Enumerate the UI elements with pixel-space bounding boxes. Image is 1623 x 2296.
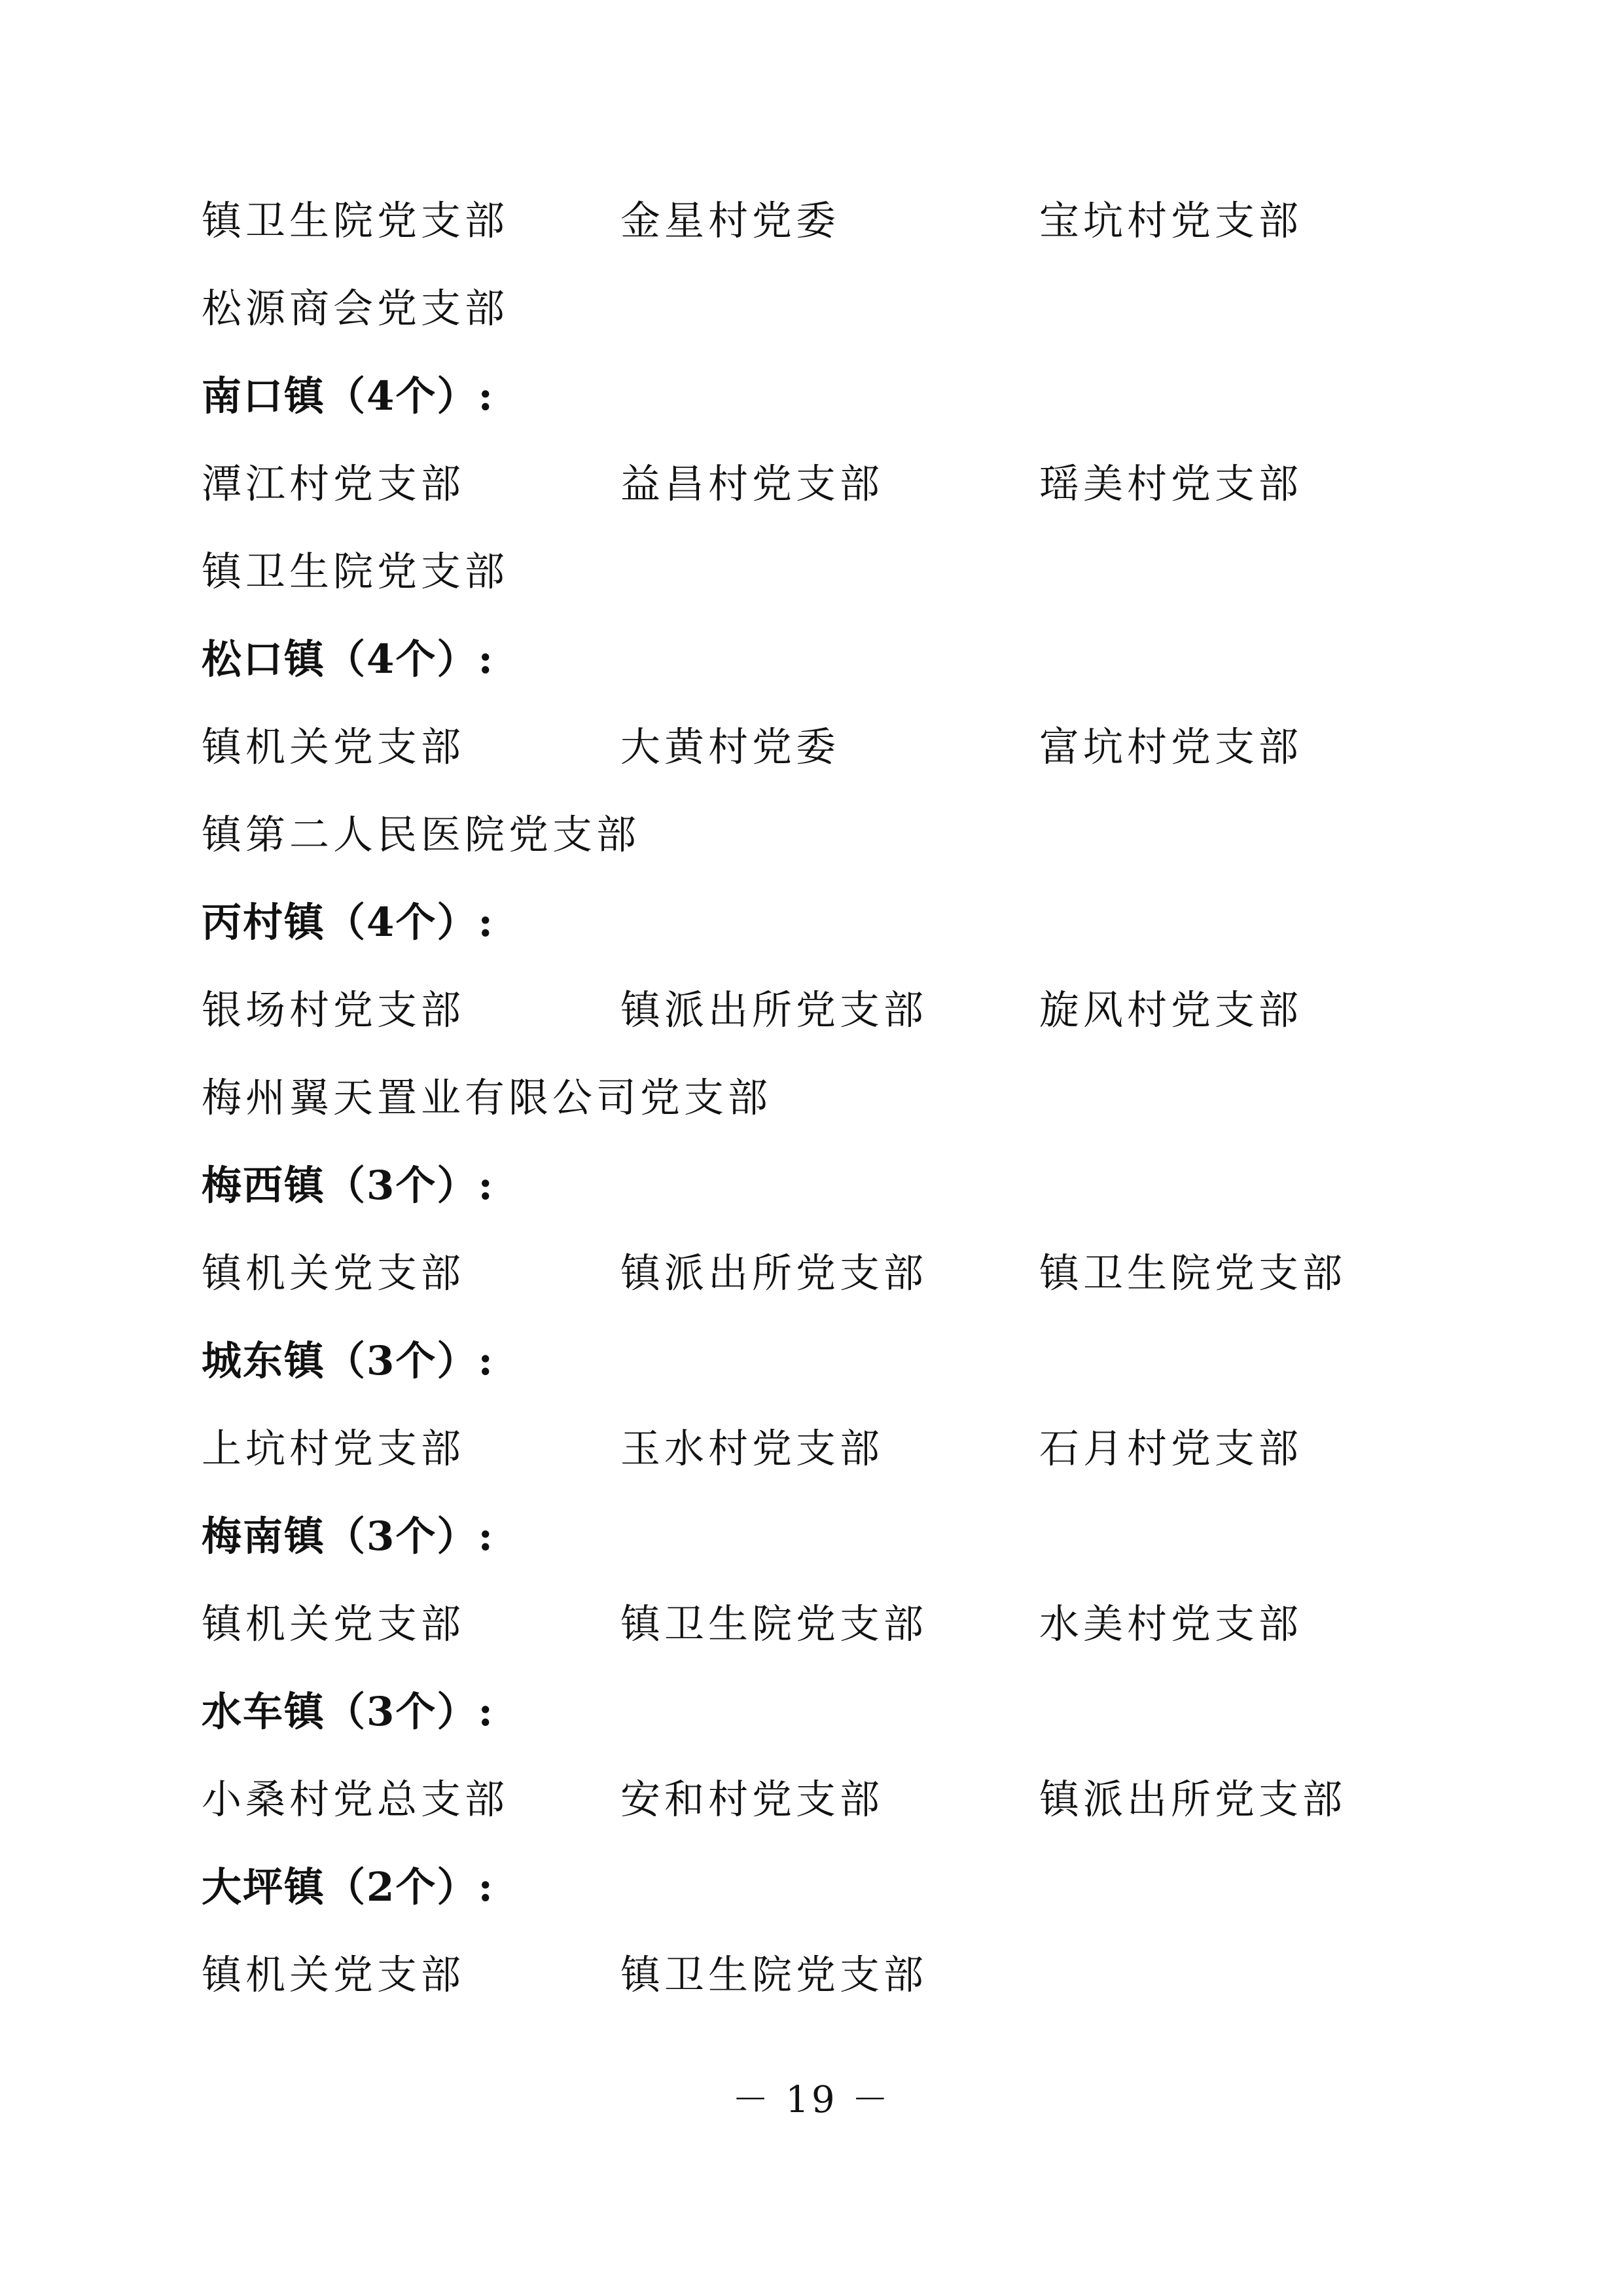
party-branch-entry: 镇卫生院党支部: [620, 1601, 928, 1647]
party-branch-entry: 镇卫生院党支部: [202, 548, 509, 595]
party-branch-entry: 旋风村党支部: [1039, 987, 1303, 1033]
entry-row: [202, 1592, 1445, 1679]
party-branch-entry: 镇第二人民医院党支部: [202, 812, 641, 858]
section-heading: 梅西镇（3个）:: [202, 1162, 494, 1209]
section-heading: 城东镇（3个）:: [202, 1338, 494, 1384]
entry-row: [202, 276, 1445, 364]
party-branch-entry: 金星村党委: [620, 198, 840, 244]
party-branch-entry: 镇机关党支部: [202, 724, 465, 770]
party-branch-entry: 水美村党支部: [1039, 1601, 1303, 1647]
party-branch-entry: 潭江村党支部: [202, 461, 465, 507]
party-branch-entry: 镇卫生院党支部: [620, 1952, 928, 1998]
section-heading: 丙村镇（4个）:: [202, 899, 494, 946]
entry-row: [202, 452, 1445, 539]
document-body: [202, 188, 1445, 2030]
entry-row: [202, 715, 1445, 802]
party-branch-entry: 镇派出所党支部: [620, 1250, 928, 1297]
party-branch-entry: 镇机关党支部: [202, 1601, 465, 1647]
party-branch-entry: 小桑村党总支部: [202, 1776, 509, 1823]
section-heading: 大坪镇（2个）:: [202, 1864, 494, 1910]
party-branch-entry: 石月村党支部: [1039, 1426, 1303, 1472]
party-branch-entry: 镇机关党支部: [202, 1250, 465, 1297]
party-branch-entry: 富坑村党支部: [1039, 724, 1303, 770]
entry-row: [202, 1943, 1445, 2030]
entry-row: [202, 188, 1445, 276]
party-branch-entry: 镇派出所党支部: [1039, 1776, 1347, 1823]
section-heading: 南口镇（4个）:: [202, 373, 494, 420]
party-branch-entry: 上坑村党支部: [202, 1426, 465, 1472]
party-branch-entry: 镇卫生院党支部: [202, 198, 509, 244]
section-heading: 梅南镇（3个）:: [202, 1513, 494, 1560]
entry-row: [202, 802, 1445, 890]
party-branch-entry: 瑶美村党支部: [1039, 461, 1303, 507]
party-branch-entry: 松源商会党支部: [202, 285, 509, 332]
party-branch-entry: 大黄村党委: [620, 724, 840, 770]
entry-row: [202, 1767, 1445, 1855]
entry-row: [202, 539, 1445, 627]
page-number: － 19 －: [732, 2079, 891, 2121]
party-branch-entry: 银场村党支部: [202, 987, 465, 1033]
party-branch-entry: 镇卫生院党支部: [1039, 1250, 1347, 1297]
section-heading: 水车镇（3个）:: [202, 1689, 494, 1735]
entry-row: [202, 978, 1445, 1066]
section-heading: 松口镇（4个）:: [202, 636, 494, 683]
party-branch-entry: 玉水村党支部: [620, 1426, 884, 1472]
party-branch-entry: 宝坑村党支部: [1039, 198, 1303, 244]
party-branch-entry: 安和村党支部: [620, 1776, 884, 1823]
party-branch-entry: 镇派出所党支部: [620, 987, 928, 1033]
party-branch-entry: 梅州翼天置业有限公司党支部: [202, 1075, 772, 1121]
party-branch-entry: 镇机关党支部: [202, 1952, 465, 1998]
entry-row: [202, 1066, 1445, 1153]
entry-row: [202, 1241, 1445, 1329]
entry-row: [202, 1416, 1445, 1504]
party-branch-entry: 益昌村党支部: [620, 461, 884, 507]
